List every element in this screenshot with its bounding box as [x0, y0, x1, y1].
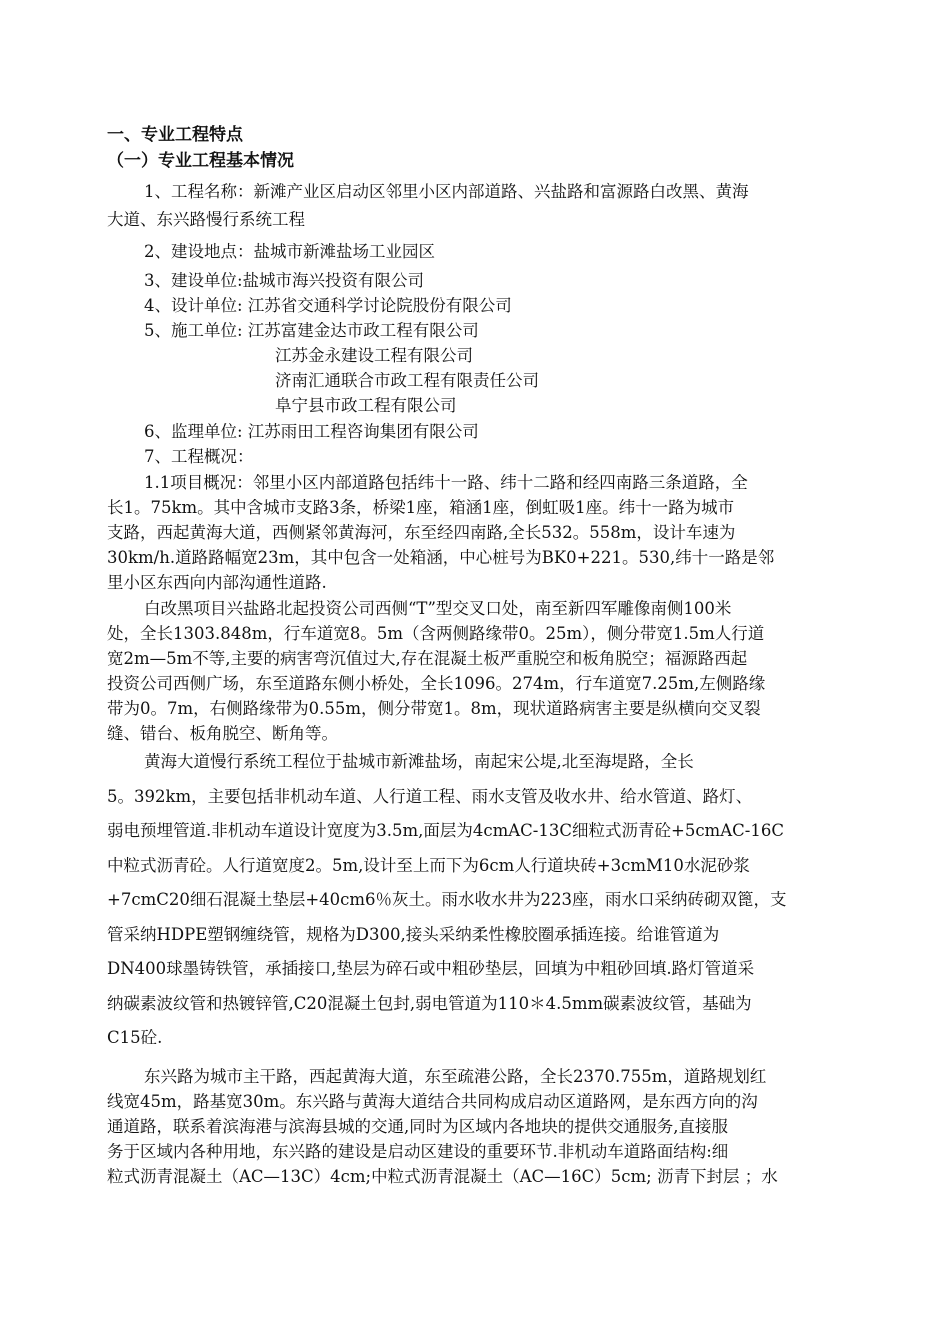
- paragraph-line: 处，全长1303.848m，行车道宽8。5m（含两侧路缘带0。25m），侧分带宽1.5m人行道: [107, 624, 765, 643]
- builder-unit-2: 江苏金永建设工程有限公司: [275, 346, 473, 365]
- paragraph-line: 里小区东西向内部沟通性道路.: [107, 573, 327, 592]
- builder-unit-4: 阜宁县市政工程有限公司: [275, 396, 457, 415]
- paragraph-line: +7cmC20细石混凝土垫层+40cm6％灰土。雨水收水井为223座，雨水口采纳砖砌双篦，支: [107, 890, 787, 909]
- paragraph-line: 通道路，联系着滨海港与滨海县城的交通,同时为区域内各地块的提供交通服务,直接服: [107, 1117, 728, 1136]
- supervision-unit: 6、监理单位: 江苏雨田工程咨询集团有限公司: [144, 422, 479, 441]
- paragraph-line: 务于区域内各种用地，东兴路的建设是启动区建设的重要环节.非机动车道路面结构:细: [107, 1142, 729, 1161]
- design-unit: 4、设计单位: 江苏省交通科学讨论院股份有限公司: [144, 296, 512, 315]
- paragraph-line: 黄海大道慢行系统工程位于盐城市新滩盐场，南起宋公堤,北至海堤路，全长: [144, 752, 694, 771]
- builder-unit-3: 济南汇通联合市政工程有限责任公司: [275, 371, 539, 390]
- project-name-line1: 1、工程名称：新滩产业区启动区邻里小区内部道路、兴盐路和富源路白改黑、黄海: [144, 182, 749, 201]
- paragraph-line: 投资公司西侧广场，东至道路东侧小桥处，全长1096。274m，行车道宽7.25m,左侧路缘: [107, 674, 766, 693]
- paragraph-line: 中粒式沥青砼。人行道宽度2。5m,设计至上而下为6cm人行道块砖+3cmM10水泥砂浆: [107, 856, 750, 875]
- paragraph-line: DN400球墨铸铁管，承插接口,垫层为碎石或中粗砂垫层，回填为中粗砂回填.路灯管道采: [107, 959, 755, 978]
- paragraph-line: 粒式沥青混凝土（AC—13C）4cm;中粒式沥青混凝土（AC—16C）5cm; 沥青下封层 ；水: [107, 1167, 778, 1186]
- construction-owner: 3、建设单位:盐城市海兴投资有限公司: [144, 271, 425, 290]
- paragraph-line: 线宽45m，路基宽30m。东兴路与黄海大道结合共同构成启动区道路网，是东西方向的沟: [107, 1092, 758, 1111]
- paragraph-line: 30km/h.道路路幅宽23m，其中包含一处箱涵，中心桩号为BK0+221。530,纬十一路是邻: [107, 548, 775, 567]
- section-heading: 一、专业工程特点: [107, 125, 243, 145]
- subsection-heading: （一）专业工程基本情况: [107, 151, 294, 171]
- paragraph-line: 纳碳素波纹管和热镀锌管,C20混凝土包封,弱电管道为110＊4.5mm碳素波纹管，基础为: [107, 994, 752, 1013]
- paragraph-line: 弱电预埋管道.非机动车道设计宽度为3.5m,面层为4cmAC-13C细粒式沥青砼+5cmAC-16C: [107, 821, 784, 840]
- paragraph-line: 长1。75km。其中含城市支路3条，桥梁1座，箱涵1座，倒虹吸1座。纬十一路为城市: [107, 498, 735, 517]
- paragraph-line: 5。392km，主要包括非机动车道、人行道工程、雨水支管及收水井、给水管道、路灯、: [107, 787, 753, 806]
- project-name-line2: 大道、东兴路慢行系统工程: [107, 210, 305, 229]
- paragraph-line: 管采纳HDPE塑钢缠绕管，规格为D300,接头采纳柔性橡胶圈承插连接。给谁管道为: [107, 925, 720, 944]
- paragraph-line: 白改黑项目兴盐路北起投资公司西侧“T”型交叉口处，南至新四军雕像南侧100米: [144, 599, 732, 618]
- paragraph-line: 东兴路为城市主干路，西起黄海大道，东至疏港公路，全长2370.755m，道路规划红: [144, 1067, 767, 1086]
- paragraph-line: 宽2m—5m不等,主要的病害弯沉值过大,存在混凝土板严重脱空和板角脱空；福源路西起: [107, 649, 748, 668]
- builder-unit-1: 5、施工单位: 江苏富建金达市政工程有限公司: [144, 321, 479, 340]
- paragraph-line: C15砼.: [107, 1028, 163, 1047]
- construction-site: 2、建设地点：盐城市新滩盐场工业园区: [144, 242, 435, 261]
- paragraph-line: 1.1项目概况：邻里小区内部道路包括纬十一路、纬十二路和经四南路三条道路，全: [144, 473, 748, 492]
- paragraph-line: 带为0。7m，右侧路缘带为0.55m，侧分带宽1。8m，现状道路病害主要是纵横向交叉裂: [107, 699, 761, 718]
- overview-label: 7、工程概况：: [144, 447, 254, 466]
- paragraph-line: 缝、错台、板角脱空、断角等。: [107, 724, 338, 743]
- paragraph-line: 支路，西起黄海大道，西侧紧邻黄海河，东至经四南路,全长532。558m，设计车速为: [107, 523, 736, 542]
